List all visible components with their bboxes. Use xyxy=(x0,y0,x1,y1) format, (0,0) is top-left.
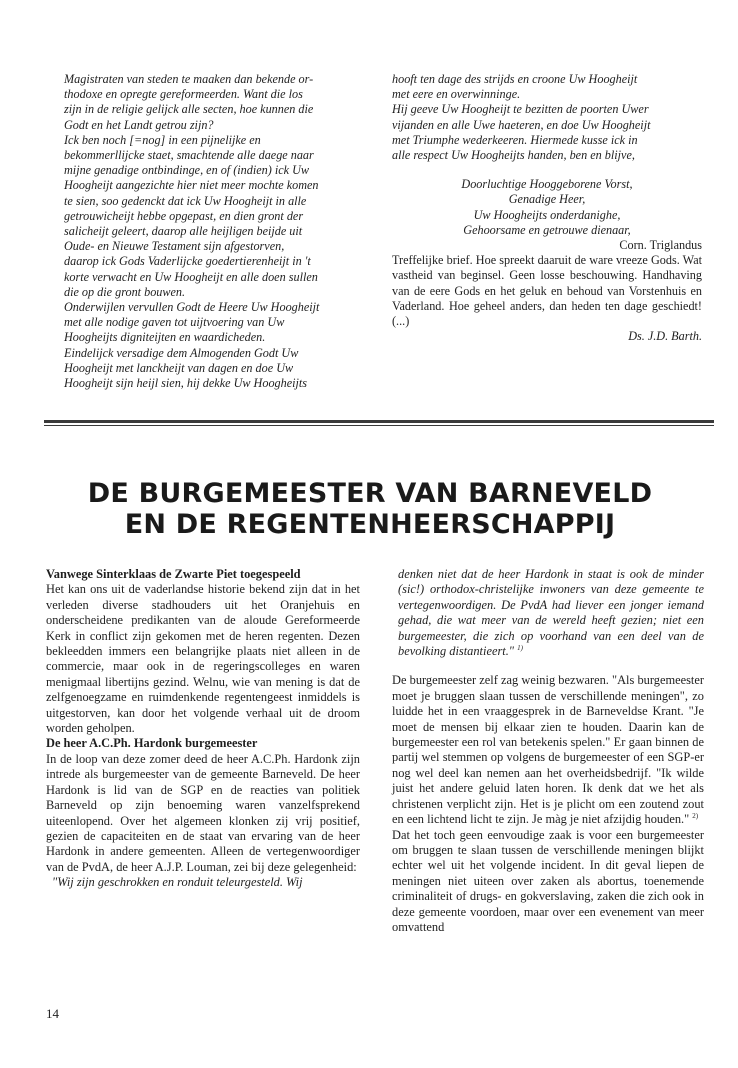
letter-line: met alle nodige gaven tot uijtvoering van Uw xyxy=(64,315,285,330)
headline-line-2: EN DE REGENTENHEERSCHAPPIJ xyxy=(124,509,616,540)
letter-line: getrouwicheijt hebbe opgepast, en dien gront der xyxy=(64,208,304,223)
footnote-marker-1: 1) xyxy=(517,643,523,652)
closing-line: Gehoorsame en getrouwe dienaar, xyxy=(463,222,631,237)
letter-line: Onderwijlen vervullen Godt de Heere Uw Hoogheijt xyxy=(64,300,320,315)
article-column-left xyxy=(46,567,360,891)
letter-line: die op die gront bouwen. xyxy=(64,284,186,299)
letter-line: Godt en het Landt getrou zijn? xyxy=(64,117,214,132)
quote-start: "Wij zijn geschrokken en ronduit teleurgesteld. Wij xyxy=(52,875,303,890)
letter-line: te sien, soo gedenckt dat ick Uw Hoogheijt in alle xyxy=(64,193,307,208)
section-divider-thick xyxy=(44,420,714,423)
letter-line: bekommerllijcke staet, smachtende alle daege naar xyxy=(64,148,314,163)
letter-line: Hoogheijt sijn heijl sien, hij dekke Uw Hoogheijts xyxy=(64,376,308,391)
letter-continuation xyxy=(392,72,702,163)
letter-line: korte verwacht en Uw Hoogheijt en alle doen sullen xyxy=(64,269,318,284)
page-number: 14 xyxy=(46,1006,59,1021)
letter-line: met Triumphe wederkeeren. Hiermede kusse ick in xyxy=(392,132,638,147)
letter-line: alle respect Uw Hoogheijts handen, ben en blijve, xyxy=(392,148,635,163)
letter-line: Hoogheijts digniteijten en waardicheden. xyxy=(64,330,266,345)
mayor-interview-text: De burgemeester zelf zag weinig bezwaren. "Als burgemeester moet je bruggen slaan tussen de verschillende meningen", zo luidde het in een vraaggesprek in de Barneveldse Krant. "Je moet de mensen bij elkaar zien te houden. Daarin kan de burgemeester een rol van betekenis spelen." Er gaan binnen de partij wel stemmen op volgens de burgemeester of een SGP-er nog wel deel kan nemen aan het overheidsbedrijf. "Ik wilde juist het andere geluid laten horen. Ik denk dat we het als christenen verplicht zijn. Het is je plicht om een zoutend zout en een lichtend licht te zijn. Je màg je niet afzijdig houden." xyxy=(392,673,704,827)
letter-line: Eindelijck versadige dem Almogenden Godt Uw xyxy=(64,345,299,360)
letter-line: Hij geeve Uw Hoogheijt te bezitten de poorten Uwer xyxy=(392,102,649,117)
quote-text: denken niet dat de heer Hardonk in staat is ook de minder (sic!) orthodox-christelijke inwoners van deze gemeente te vertegenwoordigen. De PvdA had liever een jonger iemand gehad, die wat meer van de wereld heeft gezien; niet een burgemeester, die zich op voorhand van een deel van de bevolking distantieert." xyxy=(398,567,704,659)
article-headline xyxy=(40,478,700,540)
letter-line: met eere en overwinninge. xyxy=(392,87,521,102)
article-paragraph: Het kan ons uit de vaderlandse historie bekend zijn dat in het verleden diverse stadhouders uit het Oranjehuis en onderscheidene predikanten van de aloude Gereformeerde Kerk in conflict zijn gekomen met de heren regenten. Dezen bekleedden immers een belangrijke plaats niet alleen in de commercie, maar ook in de regeringscolleges en waren menigmaal libertijns gezind. Welnu, wie van mening is dat de zelfgenoegzame en ruimdenkende regentengeest inmiddels is uitgestorven, kan door het volgende verhaal uit de droom worden geholpen. xyxy=(46,582,360,736)
letter-line: vijanden en alle Uwe haeteren, en doe Uw Hoogheijt xyxy=(392,117,651,132)
letter-column-right xyxy=(392,72,702,344)
letter-line: thodoxe en opregte gereformeerden. Want die los xyxy=(64,87,303,102)
closing-line: Doorluchtige Hooggeborene Vorst, xyxy=(461,177,633,192)
letter-signature: Corn. Triglandus xyxy=(619,238,702,253)
letter-line: Magistraten van steden te maaken dan bekende or- xyxy=(64,72,314,86)
headline-line-1: DE BURGEMEESTER VAN BARNEVELD xyxy=(87,478,653,509)
letter-line: mijne genadige ontbindinge, en of (indien) ick Uw xyxy=(64,163,310,178)
article-column-right xyxy=(392,567,704,935)
commentary-author: Ds. J.D. Barth. xyxy=(628,329,702,344)
article-paragraph xyxy=(392,673,704,827)
letter-line: daarop ick Gods Vaderlijcke goedertierenheijt in 't xyxy=(64,254,311,269)
quote-continuation xyxy=(392,567,704,659)
article-paragraph: In de loop van deze zomer deed de heer A.C.Ph. Hardonk zijn intrede als burgemeester van de gemeente Barneveld. De heer Hardonk is lid van de SGP en de reacties van politiek Barneveld op zijn benoeming waren vanzelfsprekend uiteenlopend. Over het algemeen klonken zij vrij positief, gezien de capaciteiten en de staat van ervaring van de heer Hardonk in andere gemeenten. Alleen de vertegenwoordiger van de PvdA, de heer A.J.P. Louman, zei bij deze gelegenheid: xyxy=(46,751,360,874)
commentary-paragraph: Treffelijke brief. Hoe spreekt daaruit de ware vreeze Gods. Wat vastheid van beginsel. Geen losse beschouwing. Handhaving van de eere Gods en het geluk en behoud van Vorstenhuis en Vaderland. Hoe geheel anders, dan heden ten dage geschiedt! (...) xyxy=(392,253,702,329)
subheading-sinterklaas: Vanwege Sinterklaas de Zwarte Piet toegespeeld xyxy=(46,567,301,581)
closing-line: Genadige Heer, xyxy=(508,192,586,207)
footnote-marker-2: 2) xyxy=(692,811,699,820)
letter-column-left xyxy=(64,72,362,391)
letter-line: zijn in de religie gelijck alle secten, hoe kunnen die xyxy=(64,102,314,117)
letter-line: Ick ben noch [=nog] in een pijnelijke en xyxy=(64,132,261,147)
letter-line: Hoogheijt aangezichte hier niet meer mochte komen xyxy=(64,178,319,193)
letter-line: hooft ten dage des strijds en croone Uw Hoogheijt xyxy=(392,72,638,86)
subheading-hardonk: De heer A.C.Ph. Hardonk burgemeester xyxy=(46,736,258,751)
section-divider-thin xyxy=(44,425,714,426)
closing-line: Uw Hoogheijts onderdanighe, xyxy=(473,207,621,222)
letter-line: Hoogheijt met lanckheijt van dagen en doe Uw xyxy=(64,360,294,375)
letter-closing xyxy=(392,177,702,238)
article-paragraph: Dat het toch geen eenvoudige zaak is voor een burgemeester om bruggen te slaan tussen de verschillende meningen blijkt echter wel uit het volgende incident. In dit geval liepen de meningen niet uiteen over zaken als abortus, toenemende criminaliteit of drugs- en gokverslaving, zaken die zich ook in deze gemeente voordoen, maar over een evenement van meer omvattend xyxy=(392,827,704,934)
letter-line: Oude- en Nieuwe Testament sijn afgestorven, xyxy=(64,239,285,254)
letter-line: salicheijt geleert, daarop alle heijligen beijde uit xyxy=(64,224,303,239)
